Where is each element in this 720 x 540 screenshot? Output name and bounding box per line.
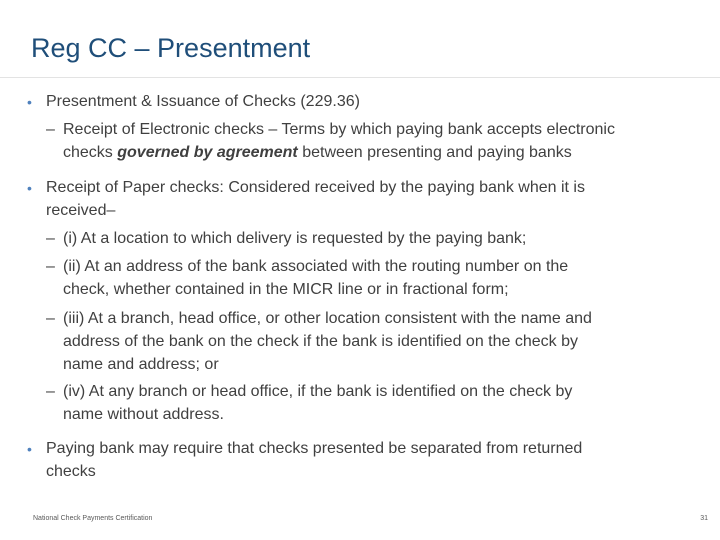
sub-bullet-line: check, whether contained in the MICR line or in fractional form; bbox=[63, 281, 509, 298]
sub-bullet-line bbox=[63, 141, 703, 164]
bullet-icon: • bbox=[27, 180, 32, 196]
bullet-line: Paying bank may require that checks presented be separated from returned bbox=[46, 440, 583, 457]
sub-bullet-delivery-location bbox=[63, 227, 703, 250]
sub-bullet-routing-address bbox=[63, 255, 703, 301]
emphasized-text: governed by agreement bbox=[117, 144, 298, 161]
sub-bullet-text: checks bbox=[63, 144, 118, 161]
bullet-text: Presentment & Issuance of Checks (229.36) bbox=[46, 93, 360, 110]
dash-icon: – bbox=[46, 230, 55, 247]
bullet-icon: • bbox=[27, 94, 32, 110]
slide-title: Reg CC – Presentment bbox=[31, 33, 311, 63]
sub-bullet-any-branch bbox=[63, 380, 703, 426]
sub-bullet-line: Receipt of Electronic checks – Terms by which paying bank accepts electronic bbox=[63, 121, 615, 138]
sub-bullet-electronic-checks bbox=[63, 118, 703, 164]
dash-icon: – bbox=[46, 258, 55, 275]
bullet-icon: • bbox=[27, 441, 32, 457]
dash-icon: – bbox=[46, 310, 55, 327]
dash-icon: – bbox=[46, 383, 55, 400]
page-number: 31 bbox=[700, 515, 708, 522]
sub-bullet-text: between presenting and paying banks bbox=[297, 144, 572, 161]
sub-bullet-line: name without address. bbox=[63, 406, 224, 423]
bullet-line: Receipt of Paper checks: Considered received by the paying bank when it is bbox=[46, 179, 585, 196]
dash-icon: – bbox=[46, 121, 55, 138]
sub-bullet-line: address of the bank on the check if the bank is identified on the check by bbox=[63, 333, 578, 350]
bullet-line: checks bbox=[46, 463, 96, 480]
sub-bullet-branch-location bbox=[63, 307, 703, 376]
sub-bullet-line: (i) At a location to which delivery is requested by the paying bank; bbox=[63, 230, 527, 247]
sub-bullet-line: (iv) At any branch or head office, if the bank is identified on the check by bbox=[63, 383, 573, 400]
sub-bullet-line: (iii) At a branch, head office, or other location consistent with the name and bbox=[63, 310, 592, 327]
sub-bullet-line: (ii) At an address of the bank associated with the routing number on the bbox=[63, 258, 569, 275]
footer-text: National Check Payments Certification bbox=[33, 515, 153, 522]
bullet-presentment-issuance bbox=[46, 90, 696, 113]
bullet-separate-returned bbox=[46, 437, 696, 483]
bullet-paper-checks bbox=[46, 176, 696, 222]
bullet-line: received– bbox=[46, 202, 116, 219]
sub-bullet-line: name and address; or bbox=[63, 356, 219, 373]
